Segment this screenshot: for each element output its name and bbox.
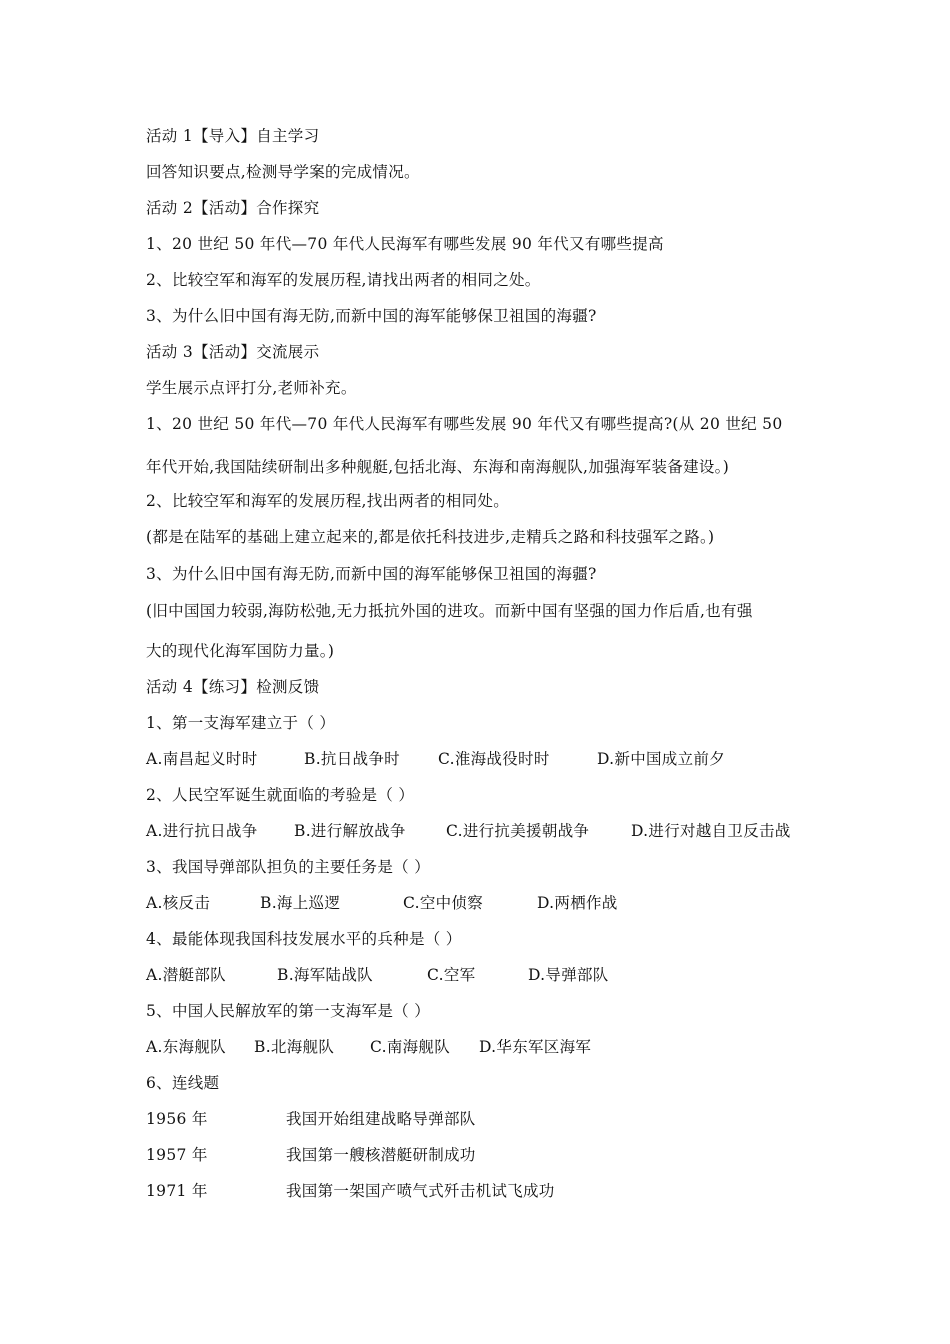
activity4-q1-options xyxy=(146,748,725,770)
activity1-title: 活动 1【导入】自主学习 xyxy=(146,127,320,145)
option-b: B.海军陆战队 xyxy=(277,966,373,984)
activity2-title: 活动 2【活动】合作探究 xyxy=(146,199,320,217)
option-b: B.抗日战争时 xyxy=(304,750,400,768)
activity1-text: 回答知识要点,检测导学案的完成情况。 xyxy=(146,163,420,181)
option-d: D.新中国成立前夕 xyxy=(597,750,726,768)
matching-event-2: 我国第一艘核潜艇研制成功 xyxy=(286,1146,476,1164)
activity3-intro: 学生展示点评打分,老师补充。 xyxy=(146,379,357,397)
activity4-q3-options xyxy=(146,892,618,914)
activity4-q4-options xyxy=(146,964,609,986)
activity3-q1-line2: 年代开始,我国陆续研制出多种舰艇,包括北海、东海和南海舰队,加强海军装备建设。) xyxy=(146,458,730,476)
activity4-title: 活动 4【练习】检测反馈 xyxy=(146,678,320,696)
activity3-q3: 3、为什么旧中国有海无防,而新中国的海军能够保卫祖国的海疆? xyxy=(146,565,597,583)
matching-event-3: 我国第一架国产喷气式歼击机试飞成功 xyxy=(286,1182,555,1200)
activity4-q3: 3、我国导弹部队担负的主要任务是（ ） xyxy=(146,858,430,876)
option-a: A.东海舰队 xyxy=(146,1038,226,1056)
activity2-question-3: 3、为什么旧中国有海无防,而新中国的海军能够保卫祖国的海疆? xyxy=(146,307,597,325)
activity3-q1-line1: 1、20 世纪 50 年代—70 年代人民海军有哪些发展 90 年代又有哪些提高?(从 20 世纪 50 xyxy=(146,415,783,433)
matching-year-1: 1956 年 xyxy=(146,1110,208,1128)
option-d: D.华东军区海军 xyxy=(479,1038,592,1056)
activity3-a3-line2: 大的现代化海军国防力量。) xyxy=(146,642,335,660)
activity3-a2: (都是在陆军的基础上建立起来的,都是依托科技进步,走精兵之路和科技强军之路。) xyxy=(146,528,715,546)
activity4-q4: 4、最能体现我国科技发展水平的兵种是（ ） xyxy=(146,930,462,948)
activity4-q6: 6、连线题 xyxy=(146,1074,220,1092)
matching-event-1: 我国开始组建战略导弹部队 xyxy=(286,1110,476,1128)
matching-year-3: 1971 年 xyxy=(146,1182,208,1200)
option-d: D.两栖作战 xyxy=(537,894,618,912)
activity4-q5-options xyxy=(146,1036,591,1058)
activity4-q2: 2、人民空军诞生就面临的考验是（ ） xyxy=(146,786,415,804)
option-c: C.空军 xyxy=(427,966,476,984)
matching-year-2: 1957 年 xyxy=(146,1146,208,1164)
activity3-q2: 2、比较空军和海军的发展历程,找出两者的相同处。 xyxy=(146,492,509,510)
activity4-q1: 1、第一支海军建立于（ ） xyxy=(146,714,336,732)
activity2-question-1: 1、20 世纪 50 年代—70 年代人民海军有哪些发展 90 年代又有哪些提高 xyxy=(146,235,664,253)
option-b: B.进行解放战争 xyxy=(294,822,406,840)
activity4-q2-options xyxy=(146,820,791,842)
activity4-q5: 5、中国人民解放军的第一支海军是（ ） xyxy=(146,1002,430,1020)
activity3-title: 活动 3【活动】交流展示 xyxy=(146,343,320,361)
option-a: A.南昌起义时时 xyxy=(146,750,258,768)
option-c: C.淮海战役时时 xyxy=(438,750,550,768)
option-a: A.核反击 xyxy=(146,894,211,912)
option-d: D.进行对越自卫反击战 xyxy=(631,822,791,840)
activity2-question-2: 2、比较空军和海军的发展历程,请找出两者的相同之处。 xyxy=(146,271,541,289)
option-b: B.海上巡逻 xyxy=(260,894,341,912)
activity3-a3-line1: (旧中国国力较弱,海防松弛,无力抵抗外国的进攻。而新中国有坚强的国力作后盾,也有强 xyxy=(146,602,753,620)
option-c: C.南海舰队 xyxy=(370,1038,451,1056)
option-d: D.导弹部队 xyxy=(528,966,609,984)
option-c: C.进行抗美援朝战争 xyxy=(446,822,590,840)
option-b: B.北海舰队 xyxy=(254,1038,335,1056)
option-a: A.潜艇部队 xyxy=(146,966,226,984)
option-c: C.空中侦察 xyxy=(403,894,484,912)
option-a: A.进行抗日战争 xyxy=(146,822,258,840)
